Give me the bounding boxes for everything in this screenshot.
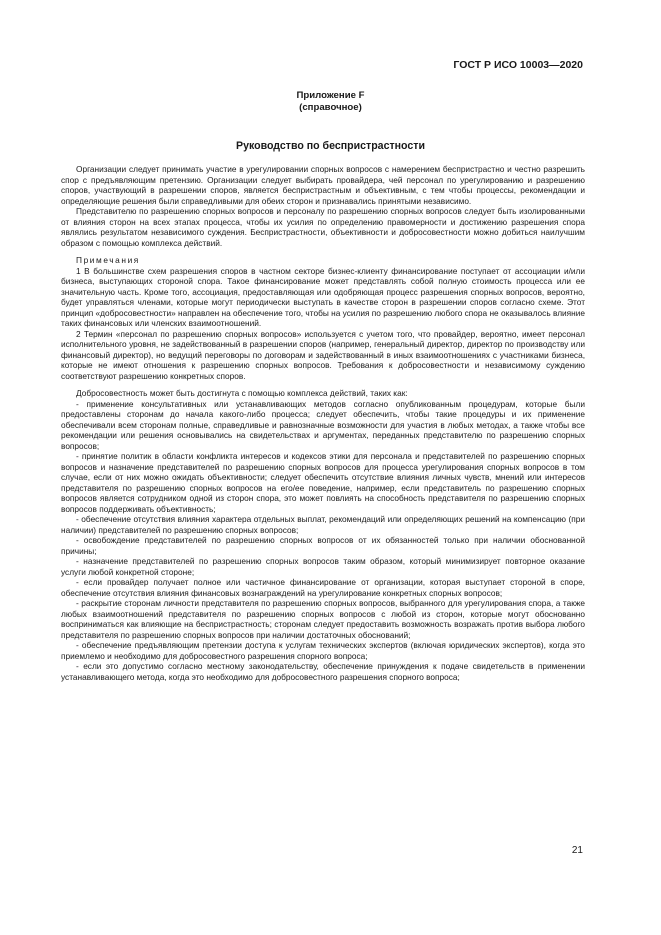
note-item: 2 Термин «персонал по разрешению спорных вопросов» используется с учетом того, что провайдер, вероятно, имеет персонал исполнительного уровня, не задействованный в разрешении споров (например, генеральный директор, директор по производству или финансовый директор), но ведущий переговоры по договорам и задействованный в иных взаимоотношениях с участниками бизнеса, которые не имеют отношения к разрешению спорных вопросов. Требования к добросовестности и независимому суждению соответствуют разрешению конкретных споров. bbox=[61, 328, 585, 381]
paragraph: Представителю по разрешению спорных вопросов и персоналу по разрешению спорных вопросов следует быть изолированными от влияния сторон на всех этапах процесса, чтобы их усилия по определению правомерности и достижению разрешения спора являлись результатом независимого суждения. Беспристрастности, объективности и добросовестности можно добиться наилучшим образом с помощью комплекса действий. bbox=[61, 206, 585, 248]
list-item: - принятие политик в области конфликта интересов и кодексов этики для персонала и представителей по разрешению спорных вопросов и назначение представителей по разрешению спорных вопросов для процесса урегулирования спорных вопросов в том случае, если от них можно ожидать объективности; следует обеспечить отсутствие влияния личных чувств, мнений или интересов представителя по разрешению спорных вопросов на его/ее поведение, например, если представитель по разрешению спорных вопросов является сотрудником одной из сторон спора, это может повлиять на способность представителя по разрешению спорных вопросов поддерживать объективность; bbox=[61, 451, 585, 514]
notes-label: Примечания bbox=[76, 255, 140, 265]
note-item: 1 В большинстве схем разрешения споров в частном секторе бизнес-клиенту финансирование поступает от ассоциации и/или бизнеса, выступающих стороной спора. Такое финансирование может представлять собой полную стоимость процесса или ее значительную часть. Кроме того, ассоциация, предоставляющая или одобряющая процесс разрешения спорных вопросов, вероятно, будет управляться членами, которые могут периодически выступать в качестве сторон в разрешении споров согласно схеме. Этот принцип «добросовестности» направлен на обеспечение того, чтобы на усилия по разрешению любого спора не оказывалось влияние таких финансовых или членских взаимоотношений. bbox=[61, 265, 585, 328]
list-item: - обеспечение отсутствия влияния характера отдельных выплат, рекомендаций или определяющих решений на компенсацию (при наличии) представителей по разрешению спорных вопросов; bbox=[61, 514, 585, 535]
appendix-heading bbox=[0, 90, 661, 114]
paragraph: Добросовестность может быть достигнута с помощью комплекса действий, таких как: bbox=[76, 388, 408, 398]
list-item: - назначение представителей по разрешению спорных вопросов таким образом, который минимизирует повторное оказание услуги любой конкретной стороне; bbox=[61, 556, 585, 577]
list-item: - если это допустимо согласно местному законодательству, обеспечение принуждения к подаче свидетельств в применении устанавливающего метода, когда это необходимо для добросовестного разрешения спорного вопроса; bbox=[61, 661, 585, 682]
list-item: - применение консультативных или устанавливающих методов согласно опубликованным процедурам, которые были предоставлены сторонам до начала какого-либо процесса; следует обеспечить, чтобы такие процедуры и их применение обеспечивали всем сторонам полные, справедливые и равнозначные возможности для участия в любых методах, а также чтобы все рекомендации или решения основывались на свидетельствах и аргументах, переданных представителю по разрешению спорных вопросов; bbox=[61, 398, 585, 451]
page-number: 21 bbox=[571, 845, 583, 856]
list-item: - раскрытие сторонам личности представителя по разрешению спорных вопросов, выбранного для урегулирования спора, а также любых взаимоотношений представителя по разрешению спорных вопросов с любой из сторон, которые могут обоснованно восприниматься как влияющие на беспристрастность; сторонам следует предоставить возможность возражать против выбора любого представителя по разрешению спорных вопросов при наличии достаточных обоснований; bbox=[61, 598, 585, 640]
list-item: - если провайдер получает полное или частичное финансирование от организации, которая выступает стороной в споре, обеспечение отсутствия влияния финансовых вознаграждений на урегулирование конкретных спорных вопросов; bbox=[61, 577, 585, 598]
standard-id: ГОСТ Р ИСО 10003—2020 bbox=[453, 59, 583, 71]
paragraph: Организации следует принимать участие в урегулировании спорных вопросов с намерением беспристрастно и честно разрешить спор с предъявляющим претензию. Организации следует выбирать провайдера, чей персонал по урегулированию и разрешению споров, участвующий в разрешении споров, является беспристрастным и объективным, с тем чтобы процессы, рекомендации и определяющие решения были справедливыми для обеих сторон и признавались принятыми независимо. bbox=[61, 164, 585, 206]
list-item: - обеспечение предъявляющим претензии доступа к услугам технических экспертов (включая юридических экспертов), когда это приемлемо и необходимо для добросовестного разрешения спорного вопроса; bbox=[61, 640, 585, 661]
appendix-type: (справочное) bbox=[299, 102, 362, 113]
body-text bbox=[61, 164, 585, 682]
list-item: - освобождение представителей по разрешению спорных вопросов от их обязанностей только при наличии обоснованной причины; bbox=[61, 535, 585, 556]
appendix-label: Приложение F bbox=[296, 90, 365, 101]
section-title: Руководство по беспристрастности bbox=[236, 140, 425, 152]
